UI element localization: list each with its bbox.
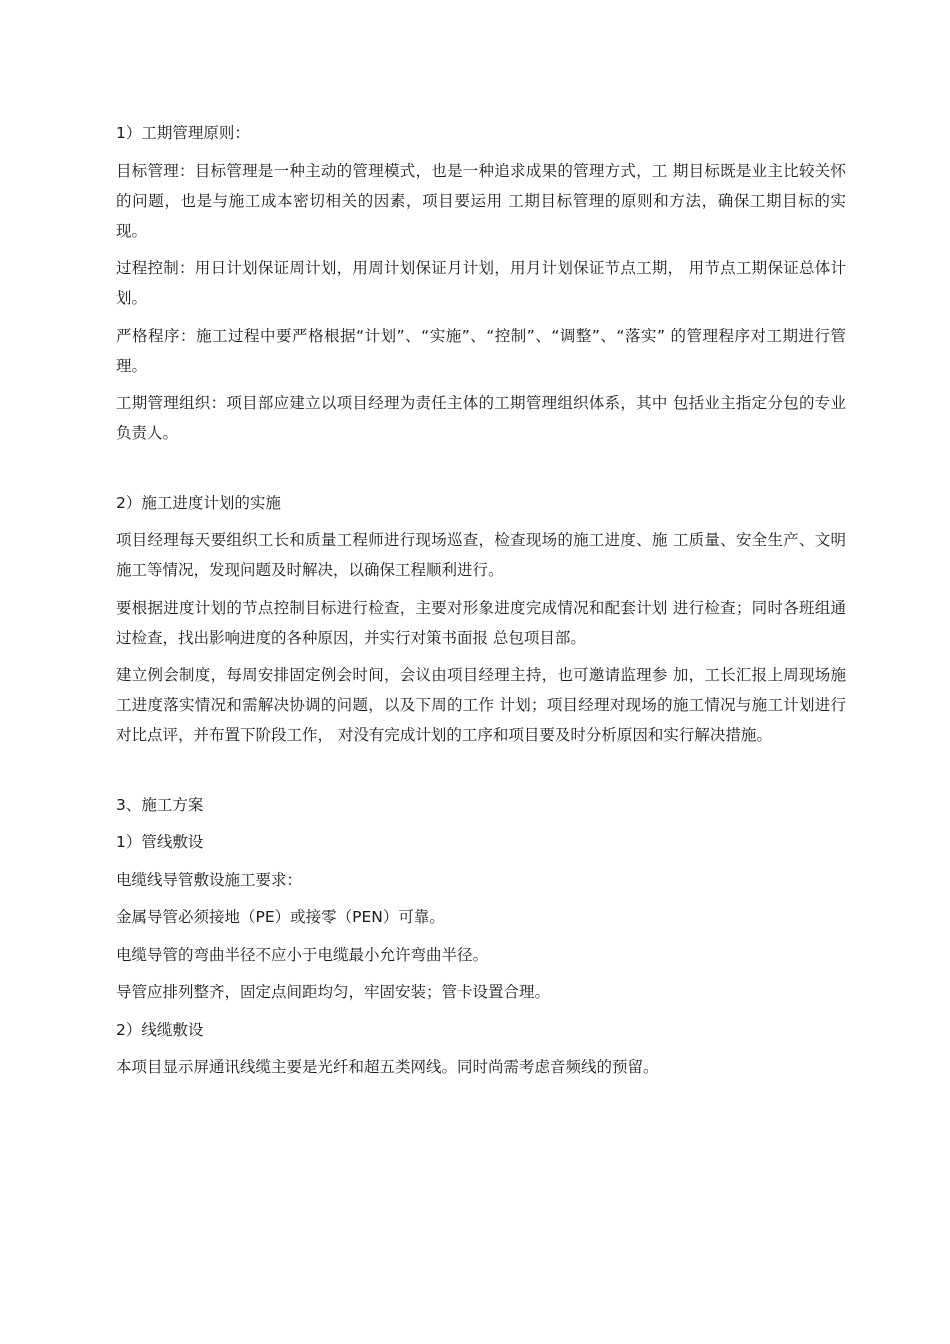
text-line-cable-types: 本项目显示屏通讯线缆主要是光纤和超五类网线。同时尚需考虑音频线的预留。: [116, 1058, 659, 1076]
paragraph-weekly-meeting: 建立例会制度，每周安排固定例会时间，会议由项目经理主持，也可邀请监理参 加，工长汇报上周现场施工进度落实情况和需解决协调的问题，以及下周的工作 计划；项目经理对现场的施工情况与施工计划进行对比点评，并布置下阶段工作， 对没有完成计划的工序和项目要及时分析原因和实行解决措施。: [116, 666, 846, 744]
text-line-conduit-requirements: 电缆线导管敷设施工要求：: [116, 870, 303, 889]
section-spacer: [116, 456, 846, 488]
paragraph-node-control-check: 要根据进度计划的节点控制目标进行检查，主要对形象进度完成情况和配套计划 进行检查；同时各班组通过检查，找出影响进度的各种原因，并实行对策书面报 总包项目部。: [116, 598, 846, 647]
section-heading-schedule-principles: 1）工期管理原则：: [116, 124, 250, 142]
subsection-heading-cable-laying: 2）线缆敷设: [116, 1020, 204, 1039]
section-heading-progress-plan: 2）施工进度计划的实施: [116, 493, 281, 512]
section-spacer: [116, 758, 846, 790]
text-line-bend-radius: 电缆导管的弯曲半径不应小于电缆最小允许弯曲半径。: [116, 945, 489, 964]
paragraph-daily-inspection: 项目经理每天要组织工长和质量工程师进行现场巡查，检查现场的施工进度、施 工质量、安全生产、文明施工等情况，发现问题及时解决，以确保工程顺利进行。: [116, 531, 846, 579]
paragraph-strict-procedure: 严格程序：施工过程中要严格根据“计划”、“实施”、“控制”、“调整”、“落实” 的管理程序对工期进行管理。: [116, 326, 846, 375]
paragraph-target-management: 目标管理：目标管理是一种主动的管理模式，也是一种追求成果的管理方式，工 期目标既是业主比较关怀的问题，也是与施工成本密切相关的因素，项目要运用 工期目标管理的原则和方法，确保工期目标的实现。: [116, 161, 846, 240]
text-line-arrangement: 导管应排列整齐，固定点间距均匀，牢固安装；管卡设置合理。: [116, 983, 551, 1001]
document-body: [116, 118, 846, 1090]
text-line-grounding: 金属导管必须接地（PE）或接零（PEN）可靠。: [116, 908, 445, 926]
section-heading-construction-plan: 3、施工方案: [116, 795, 204, 814]
paragraph-schedule-organization: 工期管理组织：项目部应建立以项目经理为责任主体的工期管理组织体系，其中 包括业主指定分包的专业负责人。: [116, 394, 846, 442]
subsection-heading-pipeline-laying: 1）管线敷设: [116, 833, 204, 851]
paragraph-process-control: 过程控制：用日计划保证周计划，用周计划保证月计划，用月计划保证节点工期， 用节点工期保证总体计划。: [116, 259, 846, 307]
